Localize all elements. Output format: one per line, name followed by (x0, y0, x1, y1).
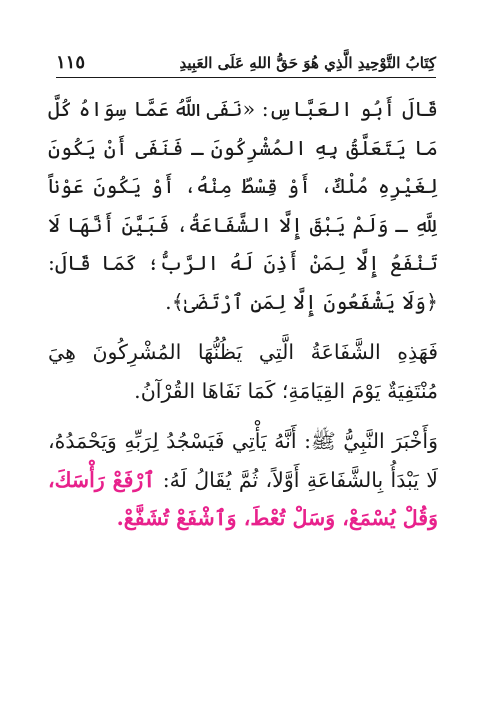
paragraph-abu-al-abbas-quote: قَالَ أَبُو العَبَّاسِ: «نَفَى اللَّهُ عَمَّا سِوَاهُ كُلَّ مَا يَتَعَلَّقُ بِهِ المُشْرِكُونَ ـ فَنَفَى أَنْ يَكُونَ لِغَيْرِهِ مُلْكٌ، أَوْ قِسْطٌ مِنْهُ، أَوْ يَكُونَ عَوْناً لِلَّهِ ـ وَلَمْ يَبْقَ إِلَّا الشَّفَاعَةُ، فَبَيَّنَ أَنَّهَا لَا تَنْفَعُ إِلَّا لِمَنْ أَذِنَ لَهُ الرَّبُّ؛ كَمَا قَالَ: ﴿وَلَا يَشْفَعُونَ إِلَّا لِمَنِ ٱرْتَضَىٰ﴾. (48, 97, 438, 314)
header-divider (56, 77, 436, 78)
hadith-quote: ٱرْفَعْ رَأْسَكَ، وَقُلْ يُسْمَعْ، وَسَلْ تُعْطَ، وَٱشْفَعْ تُشَفَّعْ. (48, 467, 438, 530)
paragraph-prophet-report (48, 422, 438, 538)
page-body (48, 90, 438, 538)
paragraph-intercession-negated: فَهَذِهِ الشَّفَاعَةُ الَّتِي يَظُنُّهَا المُشْرِكُونَ هِيَ مُنْتَفِيَةٌ يَوْمَ القِيَامَةِ؛ كَمَا نَفَاهَا القُرْآنُ. (48, 340, 438, 403)
running-header (56, 44, 436, 78)
prophet-report-text: وَأَخْبَرَ النَّبِيُّ ﷺ: أَنَّهُ يَأْتِي فَيَسْجُدُ لِرَبِّهِ وَيَحْمَدُهُ، لَا يَبْدَأُ بِالشَّفَاعَةِ أَوَّلاً، ثُمَّ يُقَالُ لَهُ: (48, 429, 438, 492)
page-number: ١١٥ (56, 52, 86, 73)
book-title: كِتَابُ التَّوْحِيدِ الَّذِي هُوَ حَقُّ اللهِ عَلَى العَبِيدِ (179, 54, 436, 72)
